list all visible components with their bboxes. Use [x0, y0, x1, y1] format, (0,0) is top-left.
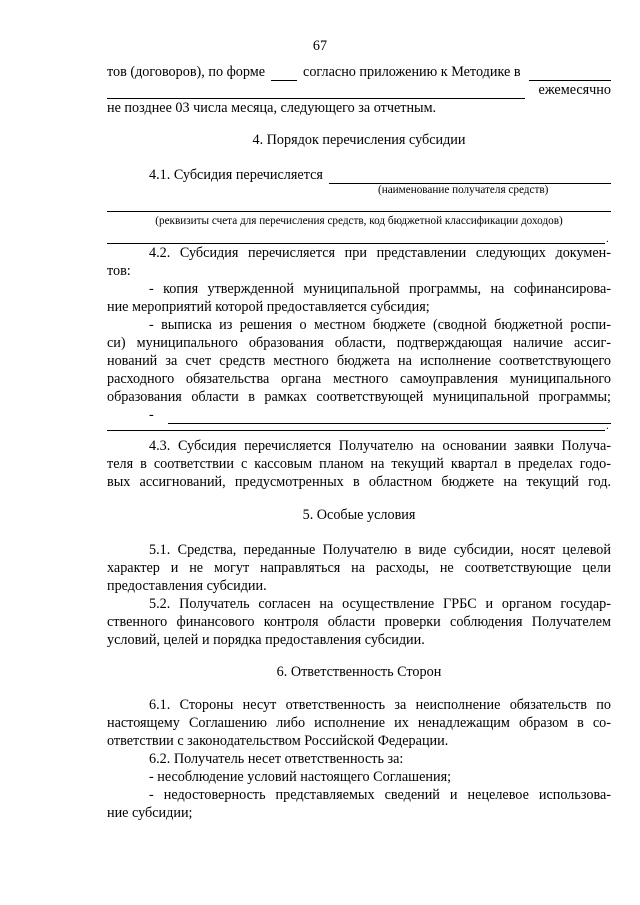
p52-line-3: условий, целей и порядка предоставления субсидии.	[107, 632, 425, 648]
p52-line-2: ственного финансового контроля области проверки соблюдения Получателем	[107, 614, 611, 630]
p51-line-1-text: 5.1. Средства, переданные Получателю в виде субсидии, носят целевой	[149, 542, 611, 558]
b3-line	[107, 406, 611, 424]
p62-bullet-1-text: - несоблюдение условий настоящего Соглашения;	[149, 769, 452, 785]
top-line-1-b: согласно приложению к Методике в	[303, 64, 521, 80]
p62-bullet-2-line-1	[107, 786, 611, 804]
b2-line-1-text: - выписка из решения о местном бюджете (сводной бюджетной роспи-	[149, 317, 611, 333]
p61-line-2: настоящему Соглашению либо исполнение их ненадлежащим образом в со-	[107, 715, 611, 731]
top-line-2	[107, 81, 611, 99]
b3-blank	[168, 410, 611, 424]
b2-line-3: нований за счет средств местного бюджета на исполнение соответствующего	[107, 353, 611, 369]
top-line-2-end: ежемесячно	[538, 82, 611, 98]
p43-line-1-text: 4.3. Субсидия перечисляется Получателю на основании заявки Получа-	[149, 438, 611, 454]
p51-line-3: предоставления субсидии.	[107, 578, 267, 594]
period-mark-2: .	[606, 420, 609, 432]
p61-line-1-text: 6.1. Стороны несут ответственность за неисполнение обязательств по	[149, 697, 611, 713]
section-6-heading: 6. Ответственность Сторон	[276, 664, 442, 680]
section-4-heading: 4. Порядок перечисления субсидии	[252, 132, 466, 148]
b1-line-1	[107, 280, 611, 298]
p61-line-1	[107, 696, 611, 714]
account-blank-line	[107, 211, 611, 212]
b3-dash: -	[149, 407, 154, 423]
section-5-heading: 5. Особые условия	[302, 507, 416, 523]
top-line-1-a: тов (договоров), по форме	[107, 64, 266, 80]
form-blank	[271, 67, 297, 81]
period-mark: .	[606, 233, 609, 245]
p42-line-1	[107, 244, 611, 262]
p41-line	[107, 166, 611, 184]
p42-line-1-text: 4.2. Субсидия перечисляется при представлении следующих докумен-	[149, 245, 611, 261]
b1-line-1-text: - копия утвержденной муниципальной программы, на софинансирова-	[149, 281, 611, 297]
top-line-3: не позднее 03 числа месяца, следующего за отчетным.	[107, 100, 437, 116]
p43-line-1	[107, 437, 611, 455]
p62-bullet-2-line-2: ние субсидии;	[107, 805, 193, 821]
p51-line-1	[107, 541, 611, 559]
top-line-1	[107, 63, 611, 81]
p52-line-1	[107, 595, 611, 613]
b2-line-2: си) муниципального образования области, подтверждающая наличие ассиг-	[107, 335, 611, 351]
p41-start: 4.1. Субсидия перечисляется	[149, 167, 323, 183]
b2-line-4: расходного обязательства органа местного самоуправления муниципального	[107, 371, 611, 387]
p61-line-3: ответствии с законодательством Российской Федерации.	[107, 733, 449, 749]
p42-line-2: тов:	[107, 263, 131, 279]
p43-line-2: теля в соответствии с кассовым планом на текущий квартал в пределах годо-	[107, 456, 611, 472]
long-blank	[107, 85, 525, 99]
p62-bullet-2-line-1-text: - недостоверность представляемых сведений и нецелевое использова-	[149, 787, 611, 803]
recipient-name-blank	[329, 170, 611, 184]
b2-line-1	[107, 316, 611, 334]
p41-caption: (наименование получателя средств)	[378, 184, 549, 196]
p62-line-1-text: 6.2. Получатель несет ответственность за:	[149, 751, 404, 767]
p43-line-3: вых ассигнований, предусмотренных в областном бюджете на текущий год.	[107, 474, 611, 490]
page-number: 67	[312, 38, 328, 54]
p62-bullet-1	[107, 768, 611, 786]
recipient-blank	[529, 67, 611, 81]
p62-line-1	[107, 750, 611, 768]
p41-caption2: (реквизиты счета для перечисления средств, код бюджетной классификации доходов)	[155, 215, 563, 227]
p52-line-1-text: 5.2. Получатель согласен на осуществление ГРБС и органом государ-	[149, 596, 611, 612]
p51-line-2: характер и не могут направляться на расходы, не соответствующие цели	[107, 560, 611, 576]
b3-blank-line-2	[107, 430, 605, 431]
b1-line-2: ние мероприятий которой предоставляется субсидия;	[107, 299, 430, 315]
b2-line-5: образования области в рамках соответствующей муниципальной программы;	[107, 389, 611, 405]
